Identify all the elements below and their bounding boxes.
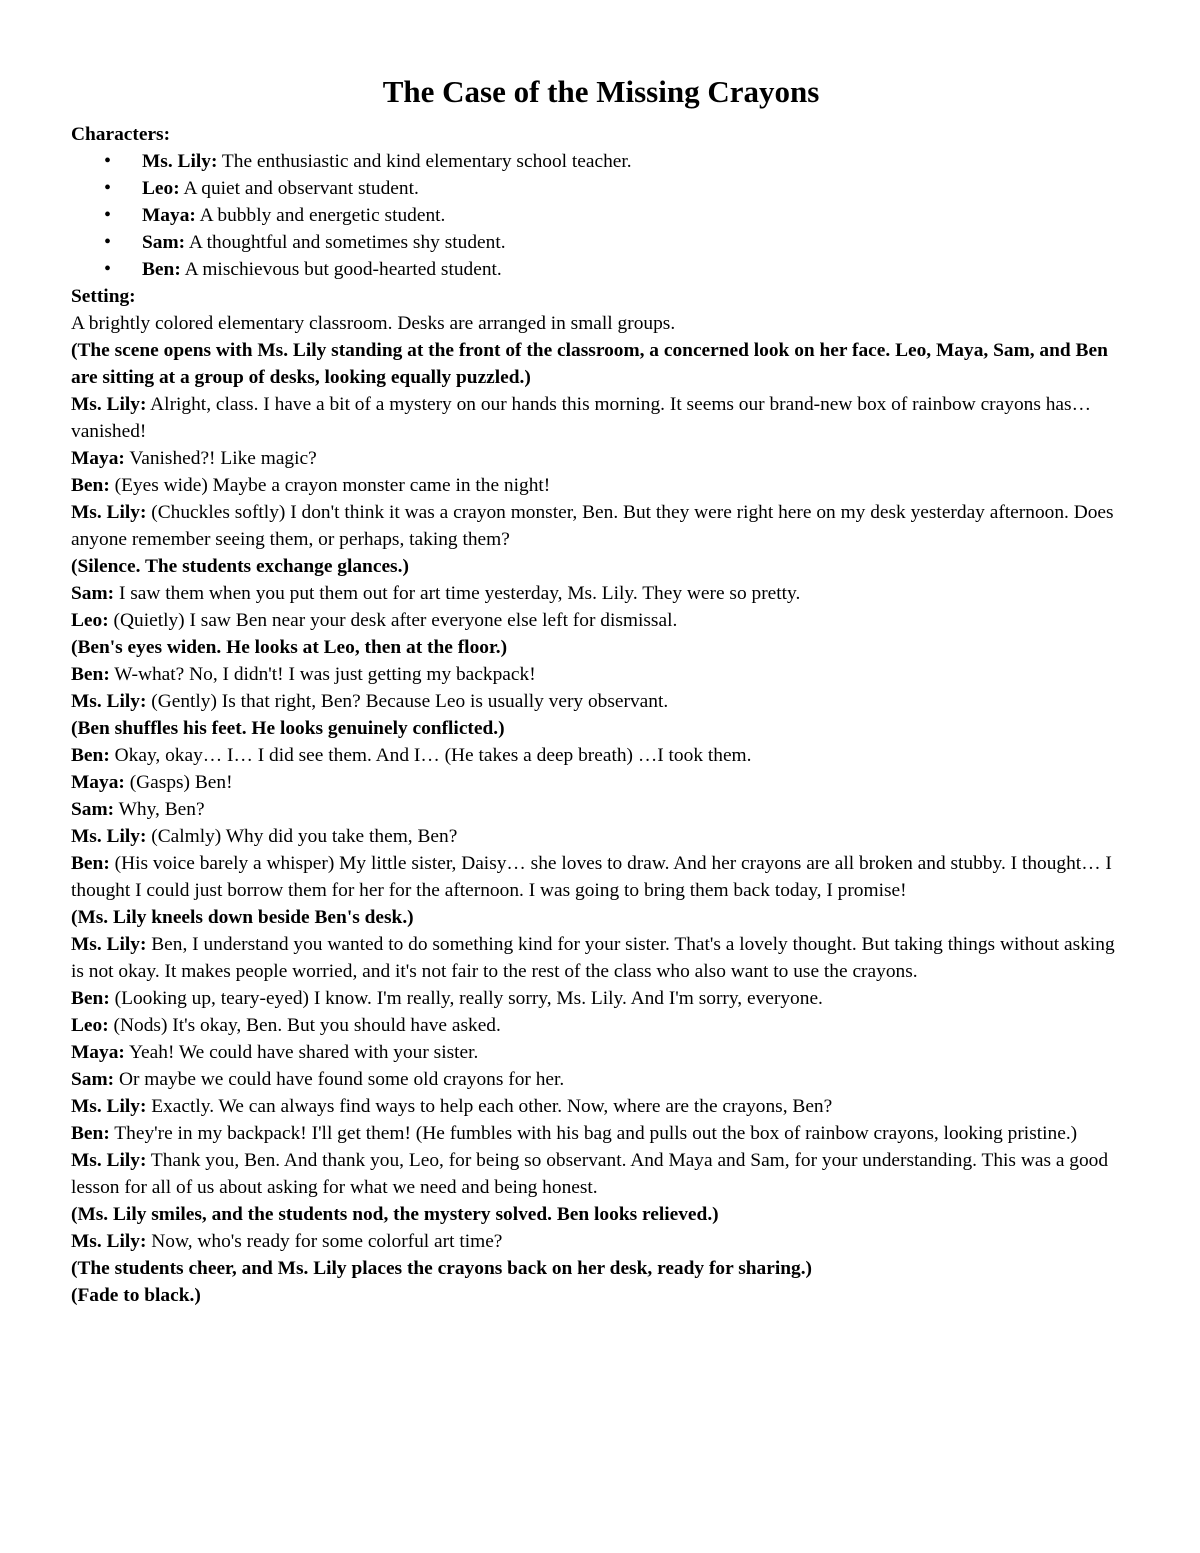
speaker-name: Ms. Lily: <box>71 826 147 847</box>
character-description: A thoughtful and sometimes shy student. <box>185 232 506 253</box>
speaker-name: Ben: <box>71 1123 110 1144</box>
dialogue-text: (Nods) It's okay, Ben. But you should have asked. <box>108 1015 501 1036</box>
dialogue-text: Thank you, Ben. And thank you, Leo, for being so observant. And Maya and Sam, for your understanding. This was a good lesson for all of us about asking for what we need and being honest. <box>71 1150 1109 1198</box>
dialogue-line <box>71 1066 1131 1093</box>
dialogue-text: Or maybe we could have found some old crayons for her. <box>114 1069 565 1090</box>
stage-direction: (Ms. Lily kneels down beside Ben's desk.) <box>71 907 414 928</box>
dialogue-text: (Gently) Is that right, Ben? Because Leo is usually very observant. <box>146 691 669 712</box>
character-item <box>71 148 1131 175</box>
character-item <box>71 202 1131 229</box>
dialogue-line <box>71 1120 1131 1147</box>
stage-direction: (The scene opens with Ms. Lily standing at the front of the classroom, a concerned look on her face. Leo, Maya, Sam, and Ben are sitting at a group of desks, looking equally puzzled.) <box>71 340 1108 388</box>
dialogue-text: (His voice barely a whisper) My little sister, Daisy… she loves to draw. And her crayons are all broken and stubby. I thought… I thought I could just borrow them for her for the afternoon. I was going to bring them back today, I promise! <box>71 853 1112 901</box>
dialogue-text: Why, Ben? <box>114 799 205 820</box>
dialogue-line <box>71 985 1131 1012</box>
dialogue-line <box>71 823 1131 850</box>
speaker-name: Ms. Lily: <box>71 1096 147 1117</box>
speaker-name: Ben: <box>71 664 110 685</box>
speaker-name: Ms. Lily: <box>71 1150 147 1171</box>
dialogue-line <box>71 1093 1131 1120</box>
dialogue-text: Vanished?! Like magic? <box>124 448 317 469</box>
dialogue-text: (Chuckles softly) I don't think it was a crayon monster, Ben. But they were right here on my desk yesterday afternoon. Does anyone remember seeing them, or perhaps, taking them? <box>71 502 1114 550</box>
dialogue-text: (Gasps) Ben! <box>124 772 233 793</box>
dialogue-text: (Eyes wide) Maybe a crayon monster came in the night! <box>109 475 551 496</box>
dialogue-text: W-what? No, I didn't! I was just getting my backpack! <box>109 664 536 685</box>
speaker-name: Ms. Lily: <box>71 934 147 955</box>
document-title: The Case of the Missing Crayons <box>382 74 820 109</box>
dialogue-text: I saw them when you put them out for art time yesterday, Ms. Lily. They were so pretty. <box>114 583 801 604</box>
dialogue-line <box>71 742 1131 769</box>
speaker-name: Sam: <box>71 799 115 820</box>
dialogue-line <box>71 1012 1131 1039</box>
dialogue-line <box>71 1147 1131 1201</box>
character-description: A bubbly and energetic student. <box>195 205 446 226</box>
speaker-name: Ben: <box>71 988 110 1009</box>
dialogue-text: (Looking up, teary-eyed) I know. I'm really, really sorry, Ms. Lily. And I'm sorry, everyone. <box>109 988 823 1009</box>
dialogue-text: Exactly. We can always find ways to help each other. Now, where are the crayons, Ben? <box>146 1096 833 1117</box>
dialogue-text: Now, who's ready for some colorful art time? <box>146 1231 503 1252</box>
characters-heading: Characters: <box>71 124 171 145</box>
speaker-name: Leo: <box>71 1015 109 1036</box>
dialogue-line <box>71 472 1131 499</box>
bullet-icon: • <box>104 177 112 199</box>
character-description: A quiet and observant student. <box>179 178 419 199</box>
dialogue-text: Yeah! We could have shared with your sister. <box>124 1042 479 1063</box>
dialogue-line <box>71 931 1131 985</box>
speaker-name: Ms. Lily: <box>71 502 147 523</box>
stage-direction: (Fade to black.) <box>71 1285 201 1306</box>
stage-direction: (The students cheer, and Ms. Lily places the crayons back on her desk, ready for sharing.) <box>71 1258 813 1279</box>
speaker-name: Sam: <box>71 583 115 604</box>
stage-direction: (Ben's eyes widen. He looks at Leo, then at the floor.) <box>71 637 508 658</box>
dialogue-text: They're in my backpack! I'll get them! (He fumbles with his bag and pulls out the box of rainbow crayons, looking pristine.) <box>109 1123 1078 1144</box>
character-item <box>71 175 1131 202</box>
character-name: Ben: <box>142 259 181 280</box>
speaker-name: Ms. Lily: <box>71 1231 147 1252</box>
speaker-name: Maya: <box>71 448 125 469</box>
dialogue-text: (Calmly) Why did you take them, Ben? <box>146 826 458 847</box>
character-name: Maya: <box>142 205 196 226</box>
script-body <box>71 337 1131 1309</box>
bullet-icon: • <box>104 231 112 253</box>
character-name: Leo: <box>142 178 180 199</box>
dialogue-line <box>71 580 1131 607</box>
setting-heading: Setting: <box>71 286 136 307</box>
dialogue-line <box>71 661 1131 688</box>
speaker-name: Sam: <box>71 1069 115 1090</box>
dialogue-line <box>71 796 1131 823</box>
character-name: Sam: <box>142 232 186 253</box>
dialogue-line <box>71 445 1131 472</box>
dialogue-line <box>71 499 1131 553</box>
speaker-name: Ms. Lily: <box>71 691 147 712</box>
speaker-name: Maya: <box>71 1042 125 1063</box>
characters-list <box>71 148 1131 283</box>
dialogue-text: Alright, class. I have a bit of a mystery on our hands this morning. It seems our brand-new box of rainbow crayons has… vanished! <box>71 394 1091 442</box>
bullet-icon: • <box>104 204 112 226</box>
dialogue-line <box>71 1228 1131 1255</box>
dialogue-line <box>71 391 1131 445</box>
bullet-icon: • <box>104 258 112 280</box>
dialogue-line <box>71 769 1131 796</box>
dialogue-line <box>71 1039 1131 1066</box>
setting-text: A brightly colored elementary classroom. Desks are arranged in small groups. <box>71 313 676 334</box>
speaker-name: Maya: <box>71 772 125 793</box>
character-name: Ms. Lily: <box>142 151 218 172</box>
character-description: The enthusiastic and kind elementary school teacher. <box>217 151 632 172</box>
dialogue-text: Okay, okay… I… I did see them. And I… (He takes a deep breath) …I took them. <box>109 745 752 766</box>
character-item <box>71 229 1131 256</box>
stage-direction: (Ben shuffles his feet. He looks genuinely conflicted.) <box>71 718 505 739</box>
dialogue-line <box>71 688 1131 715</box>
dialogue-text: Ben, I understand you wanted to do something kind for your sister. That's a lovely thought. But taking things without asking is not okay. It makes people worried, and it's not fair to the rest of the class who also want to use the crayons. <box>71 934 1115 982</box>
dialogue-line <box>71 850 1131 904</box>
character-description: A mischievous but good-hearted student. <box>180 259 502 280</box>
character-item <box>71 256 1131 283</box>
speaker-name: Ben: <box>71 853 110 874</box>
dialogue-text: (Quietly) I saw Ben near your desk after everyone else left for dismissal. <box>108 610 678 631</box>
stage-direction: (Silence. The students exchange glances.) <box>71 556 409 577</box>
speaker-name: Leo: <box>71 610 109 631</box>
dialogue-line <box>71 607 1131 634</box>
bullet-icon: • <box>104 150 112 172</box>
speaker-name: Ben: <box>71 745 110 766</box>
stage-direction: (Ms. Lily smiles, and the students nod, the mystery solved. Ben looks relieved.) <box>71 1204 719 1225</box>
speaker-name: Ben: <box>71 475 110 496</box>
speaker-name: Ms. Lily: <box>71 394 147 415</box>
document-page <box>71 72 1131 1309</box>
